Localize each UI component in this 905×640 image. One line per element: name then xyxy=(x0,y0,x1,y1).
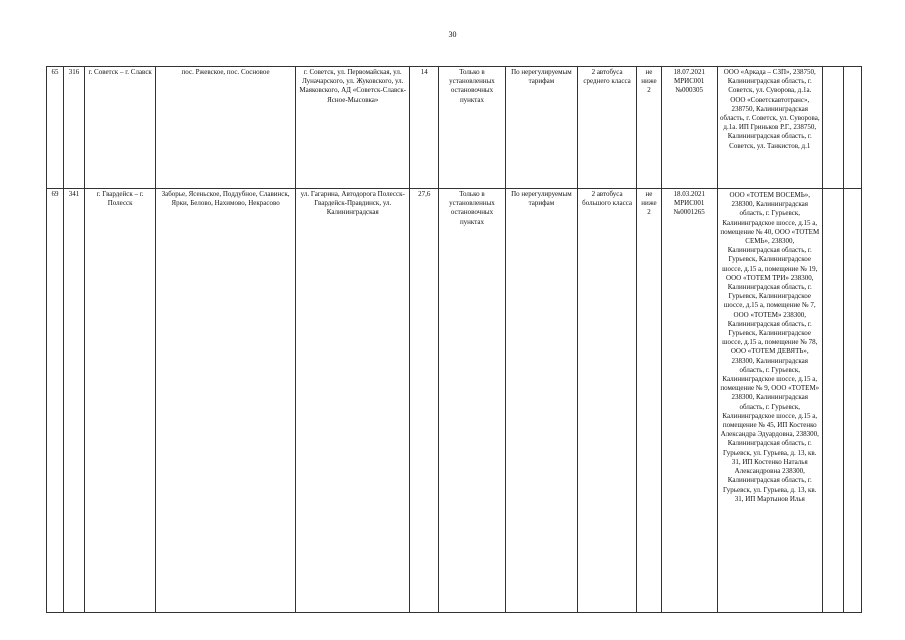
route-number: 316 xyxy=(63,67,84,189)
table-row xyxy=(47,67,862,189)
date-certificate: 18.07.2021 МРИС001 №000305 xyxy=(661,67,717,189)
empty-cell xyxy=(822,67,843,189)
eco-class: не ниже 2 xyxy=(637,189,661,613)
table-row xyxy=(47,189,862,613)
streets: ул. Гагарина, Автодорога Полесск-Гвардейск-Правдинск, ул. Калининградская xyxy=(296,189,410,613)
stop-order: Только в установленных остановочных пунктах xyxy=(439,67,506,189)
page-number: 30 xyxy=(448,30,457,39)
route-name: г. Гвардейск – г. Полесск xyxy=(85,189,156,613)
route-length: 27,6 xyxy=(410,189,439,613)
stop-order: Только в установленных остановочных пунктах xyxy=(439,189,506,613)
route-number: 341 xyxy=(63,189,84,613)
route-name: г. Советск – г. Славск xyxy=(85,67,156,189)
streets: г. Советск, ул. Первомайская, ул. Луначарского, ул. Жуковского, ул. Маяковского, АД «Советск-Славск-Ясное-Мысовка» xyxy=(296,67,410,189)
carrier-info: ООО «ТОТЕМ ВОСЕМЬ», 238300, Калининградская область, г. Гурьевск, Калининградское шоссе, д.15 а, помещение № 40, ООО «ТОТЕМ СЕМЬ», 238300, Калининградская область, г. Гурьевск, Калининградское шоссе, д.15 а, помещение № 19, ООО «ТОТЕМ ТРИ» 238300, Калининградская область, г. Гурьевск, Калининградское шоссе, д.15 а, помещение № 7, ООО «ТОТЕМ» 238300, Калининградская область, г. Гурьевск, Калининградское шоссе, д.15 а, помещение № 78, ООО «ТОТЕМ ДЕВЯТЬ», 238300, Калининградская область, г. Гурьевск, Калининградское шоссе, д.15 а, помещение № 9, ООО «ТОТЕМ» 238300, Калининградская область, г. Гурьевск, Калининградское шоссе, д.15 а, помещение № 45, ИП Костенко Александра Эдуардовна, 238300, Калининградская область, г. Гурьевск, ул. Гурьева, д. 13, кв. 31, ИП Костенко Наталья Александровна 238300, Калининградская область, г. Гурьевск, ул. Гурьева, д. 13, кв. 31, ИП Мартынов Илья xyxy=(717,189,822,613)
date-certificate: 18.03.2021 МРИС001 №0001265 xyxy=(661,189,717,613)
route-length: 14 xyxy=(410,67,439,189)
empty-cell xyxy=(843,189,861,613)
row-number: 65 xyxy=(47,67,64,189)
intermediate-stops: пос. Ржевское, пос. Сосновое xyxy=(156,67,296,189)
tariff-type: По нерегулируемым тарифам xyxy=(505,189,577,613)
vehicles: 2 автобуса среднего класса xyxy=(577,67,636,189)
row-number: 69 xyxy=(47,189,64,613)
carrier-info: ООО «Аркада – СЗП», 238750, Калининградская область, г. Советск, ул. Суворова, д.1а. ООО «Советскавтотранс», 238750, Калининградская область, г. Советск, ул. Суворова, д.1а. ИП Гриньков Р.Г., 238750, Калининградская область, г. Советск, ул. Танкистов, д.1 xyxy=(717,67,822,189)
tariff-type: По нерегулируемым тарифам xyxy=(505,67,577,189)
empty-cell xyxy=(822,189,843,613)
eco-class: не ниже 2 xyxy=(637,67,661,189)
intermediate-stops: Заборье, Ясеньское, Поддубное, Славинск, Ярки, Белово, Нахимово, Некрасово xyxy=(156,189,296,613)
empty-cell xyxy=(843,67,861,189)
route-register-table xyxy=(46,66,862,613)
vehicles: 2 автобуса большого класса xyxy=(577,189,636,613)
